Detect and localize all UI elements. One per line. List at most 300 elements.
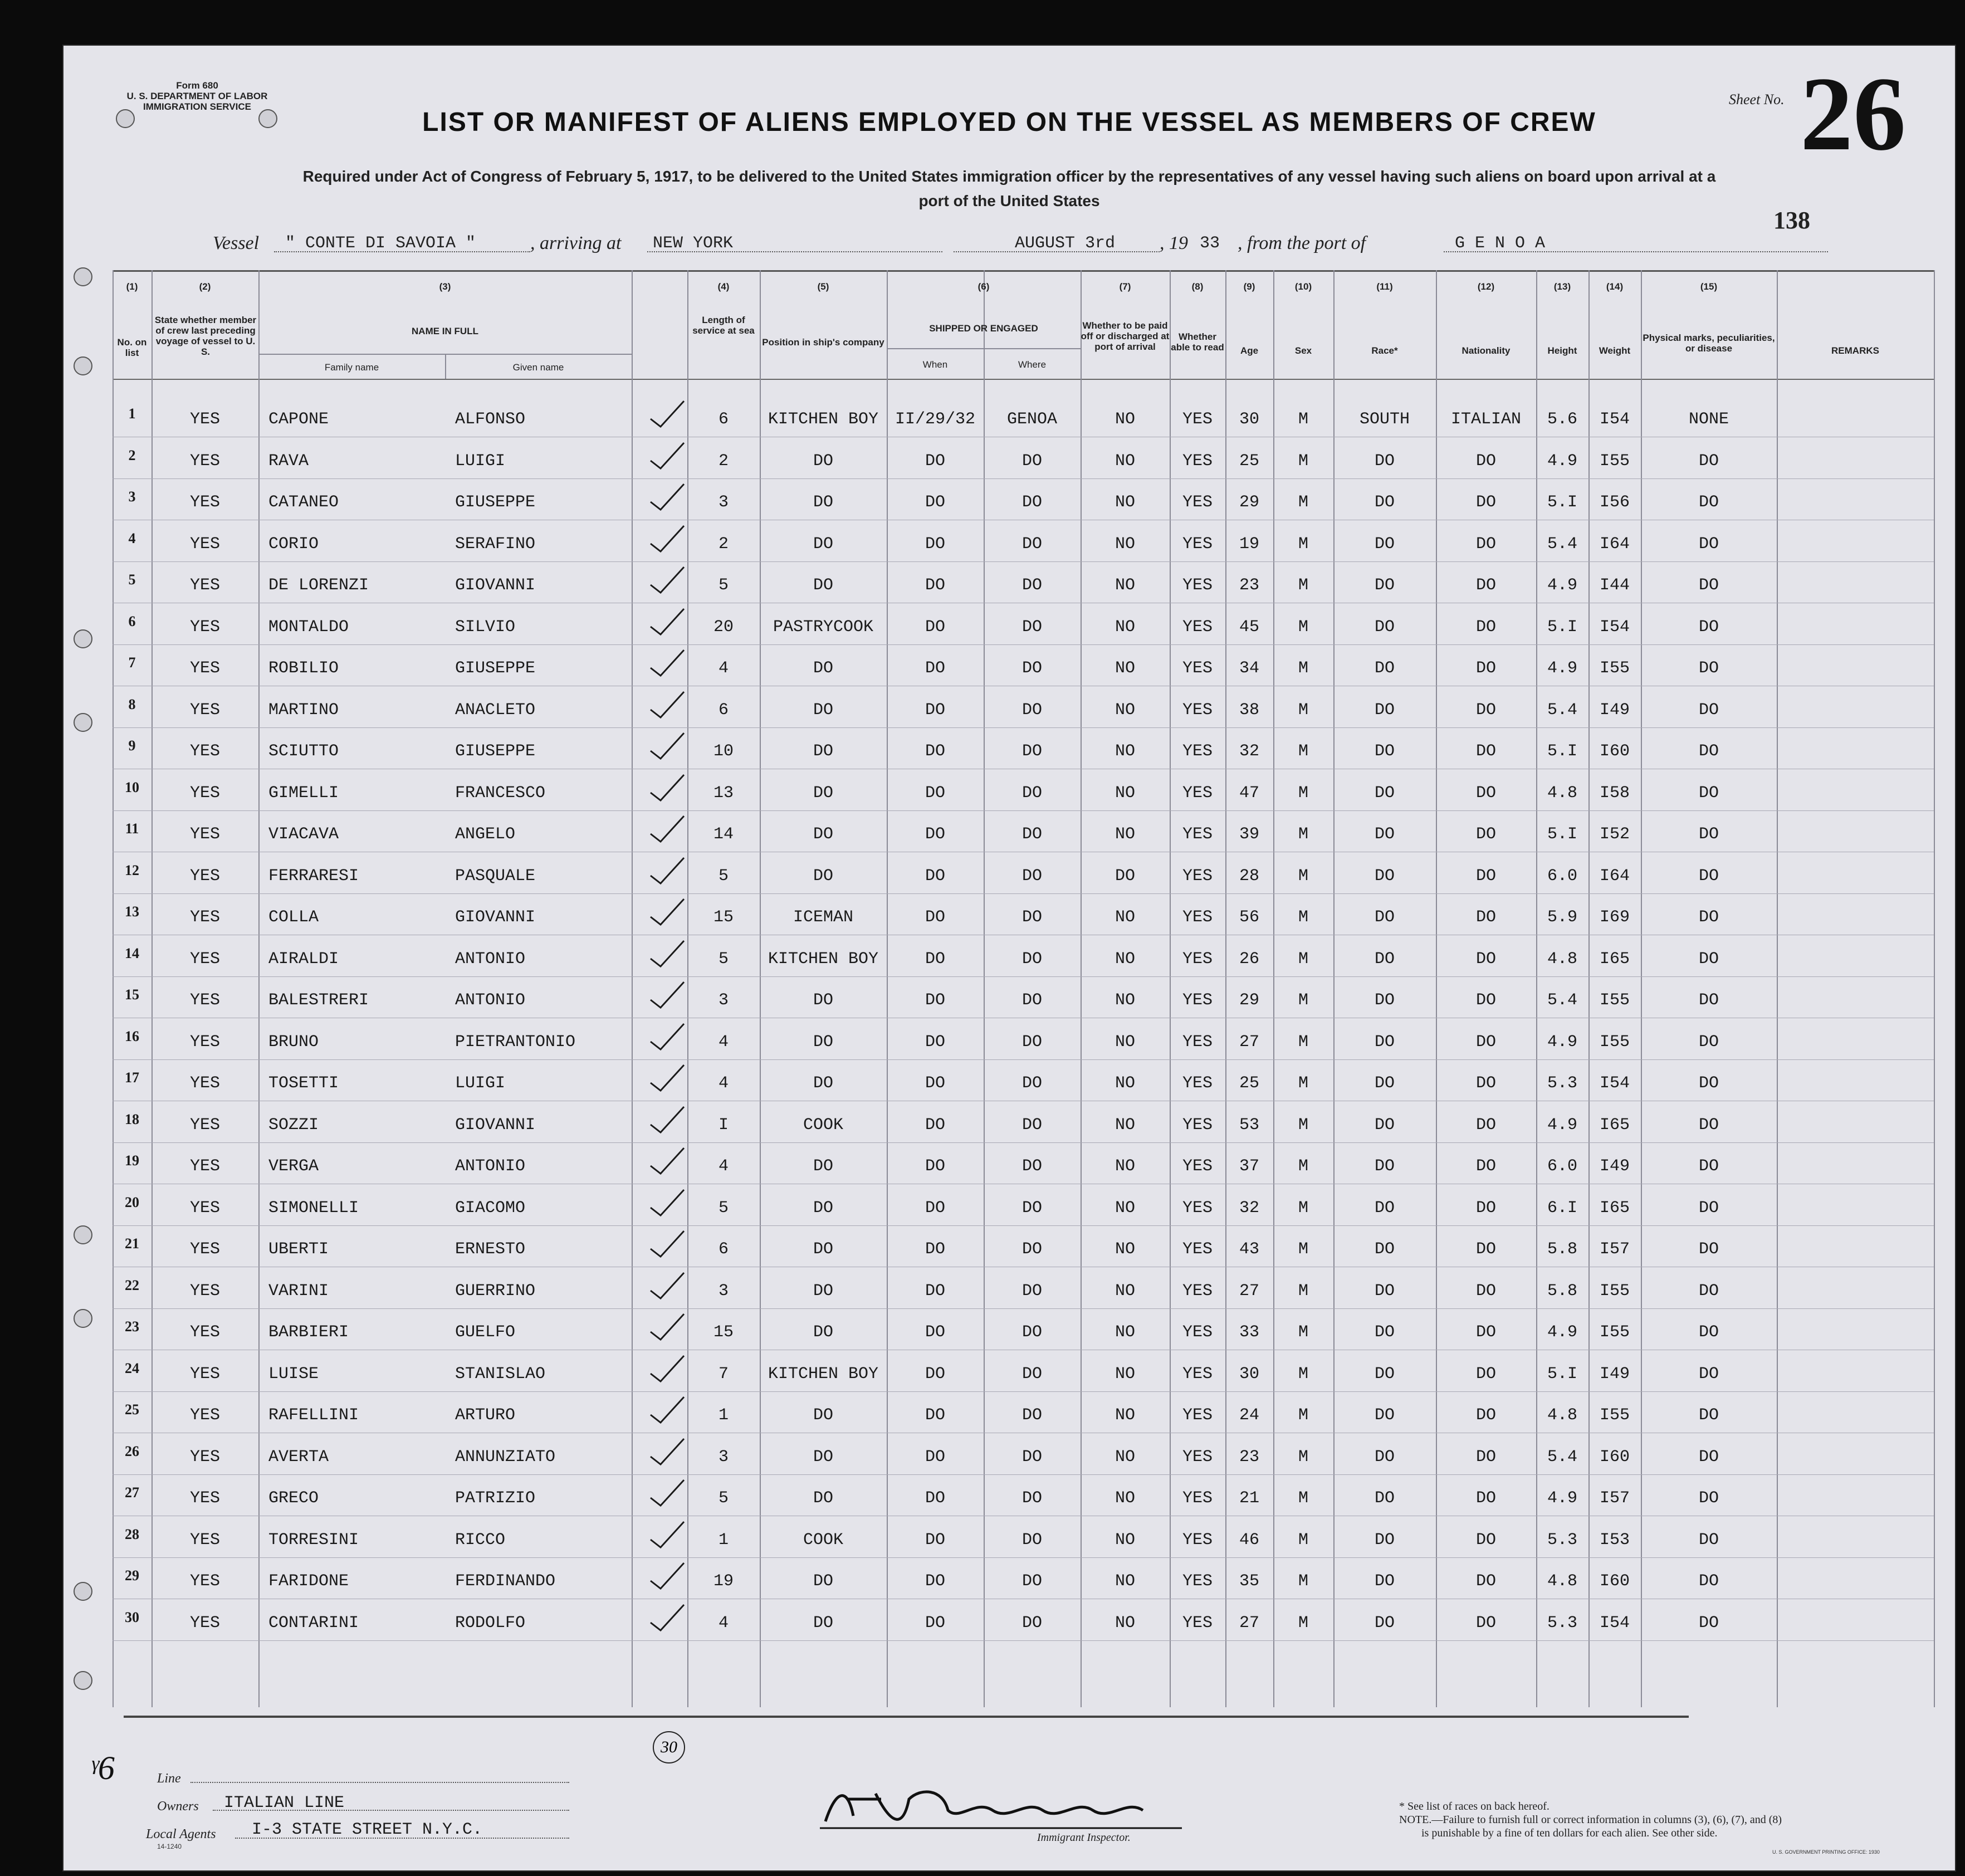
column-header-family-name: Family name [324, 362, 379, 373]
shipped-when-cell: DO [925, 991, 945, 1010]
length-of-service-cell: 20 [713, 617, 734, 637]
family-name-cell: SCIUTTO [268, 742, 339, 761]
shipped-when-cell: DO [925, 866, 945, 886]
weight-cell: I55 [1599, 1281, 1630, 1301]
column-number: (8) [1191, 281, 1204, 292]
shipped-where-cell: DO [1021, 1530, 1042, 1550]
weight-cell: I64 [1599, 534, 1630, 554]
race-cell: DO [1374, 1447, 1395, 1467]
position-cell: DO [813, 825, 833, 844]
physical-marks-cell: DO [1698, 1489, 1719, 1508]
count-circle [653, 1731, 685, 1763]
previous-voyage-cell: YES [189, 1613, 220, 1633]
race-cell: DO [1374, 493, 1395, 512]
able-to-read-cell: YES [1182, 908, 1213, 927]
height-cell: 6.0 [1547, 1157, 1577, 1176]
punch-hole [74, 1671, 92, 1690]
table-row [113, 810, 1934, 852]
height-cell: 5.I [1547, 493, 1577, 512]
able-to-read-cell: YES [1182, 1281, 1213, 1301]
age-cell: 21 [1239, 1489, 1259, 1508]
given-name-cell: ANTONIO [455, 991, 526, 1010]
height-cell: 5.I [1547, 1364, 1577, 1384]
height-cell: 5.I [1547, 742, 1577, 761]
shipped-when-cell: DO [925, 700, 945, 720]
shipped-where-cell: DO [1021, 659, 1042, 678]
row-number-cell: 19 [125, 1152, 139, 1169]
previous-voyage-cell: YES [189, 576, 220, 595]
race-cell: SOUTH [1359, 410, 1410, 429]
shipped-when-cell: DO [925, 825, 945, 844]
shipped-where-cell: DO [1021, 1157, 1042, 1176]
position-cell: DO [813, 451, 833, 471]
given-name-cell: ERNESTO [455, 1240, 526, 1259]
sex-cell: M [1298, 1406, 1308, 1425]
manifest-sheet [62, 45, 1956, 1872]
previous-voyage-cell: YES [189, 991, 220, 1010]
previous-voyage-cell: YES [189, 534, 220, 554]
handwritten-mark: ᵞ6 [90, 1750, 115, 1786]
sex-cell: M [1298, 410, 1308, 429]
given-name-cell: ANTONIO [455, 1157, 526, 1176]
physical-marks-cell: DO [1698, 1198, 1719, 1218]
shipped-where-cell: DO [1021, 534, 1042, 554]
column-header-previous-voyage: State whether member of crew last preceding voyage of vessel to U. S. [154, 315, 257, 357]
table-row [113, 478, 1934, 520]
nationality-cell: DO [1475, 1530, 1496, 1550]
owners-label: Owners [157, 1799, 199, 1814]
family-name-cell: VIACAVA [268, 825, 339, 844]
age-cell: 28 [1239, 866, 1259, 886]
punch-hole [74, 356, 92, 375]
given-name-cell: FERDINANDO [455, 1572, 556, 1591]
nationality-cell: DO [1475, 493, 1496, 512]
form-number: Form 680 [176, 80, 218, 91]
sex-cell: M [1298, 1572, 1308, 1591]
agents-label: Local Agents [146, 1827, 216, 1841]
subtitle-line: Required under Act of Congress of February 5, 1917, to be delivered to the United States immigration officer by the representatives of any vessel having such aliens on board upon arrival at a [302, 168, 1716, 185]
position-cell: DO [813, 1613, 833, 1633]
height-cell: 5.8 [1547, 1240, 1577, 1259]
row-number-cell: 25 [125, 1401, 139, 1418]
height-cell: 5.3 [1547, 1613, 1577, 1633]
paid-off-cell: NO [1115, 1074, 1135, 1093]
previous-voyage-cell: YES [189, 866, 220, 886]
race-cell: DO [1374, 617, 1395, 637]
previous-voyage-cell: YES [189, 1364, 220, 1384]
check-mark-icon [647, 1103, 686, 1137]
paid-off-cell: NO [1115, 659, 1135, 678]
paid-off-cell: NO [1115, 1489, 1135, 1508]
previous-voyage-cell: YES [189, 1323, 220, 1342]
physical-marks-cell: DO [1698, 1157, 1719, 1176]
column-header-able-to-read: Whether able to read [1171, 331, 1224, 353]
nationality-cell: DO [1475, 1198, 1496, 1218]
race-cell: DO [1374, 1074, 1395, 1093]
shipped-where-cell: DO [1021, 1240, 1042, 1259]
check-mark-icon [647, 1477, 686, 1510]
races-note: * See list of races on back hereof. [1399, 1800, 1549, 1813]
paid-off-cell: NO [1115, 742, 1135, 761]
physical-marks-cell: DO [1698, 1447, 1719, 1467]
nationality-cell: DO [1475, 908, 1496, 927]
physical-marks-cell: DO [1698, 908, 1719, 927]
given-name-cell: GIACOMO [455, 1198, 526, 1218]
shipped-where-cell: DO [1021, 1572, 1042, 1591]
height-cell: 4.8 [1547, 783, 1577, 803]
sex-cell: M [1298, 576, 1308, 595]
table-row [113, 686, 1934, 727]
previous-voyage-cell: YES [189, 1240, 220, 1259]
shipped-when-cell: DO [925, 1530, 945, 1550]
length-of-service-cell: 15 [713, 908, 734, 927]
weight-cell: I49 [1599, 1364, 1630, 1384]
position-cell: COOK [803, 1530, 843, 1550]
nationality-cell: DO [1475, 1115, 1496, 1135]
length-of-service-cell: 5 [718, 866, 729, 886]
able-to-read-cell: YES [1182, 1032, 1213, 1052]
previous-voyage-cell: YES [189, 949, 220, 969]
previous-voyage-cell: YES [189, 1281, 220, 1301]
family-name-cell: SIMONELLI [268, 1198, 359, 1218]
age-cell: 24 [1239, 1406, 1259, 1425]
race-cell: DO [1374, 783, 1395, 803]
check-mark-icon [647, 1020, 686, 1054]
able-to-read-cell: YES [1182, 1447, 1213, 1467]
shipped-when-cell: DO [925, 1240, 945, 1259]
length-of-service-cell: 3 [718, 1281, 729, 1301]
printing-office: U. S. GOVERNMENT PRINTING OFFICE: 1930 [1772, 1849, 1880, 1855]
height-cell: 4.8 [1547, 1406, 1577, 1425]
check-mark-icon [647, 1518, 686, 1552]
given-name-cell: ANTONIO [455, 949, 526, 969]
paid-off-cell: NO [1115, 1323, 1135, 1342]
column-header-when: When [922, 359, 948, 370]
length-of-service-cell: 1 [718, 1406, 729, 1425]
shipped-when-cell: DO [925, 1323, 945, 1342]
weight-cell: I55 [1599, 1323, 1630, 1342]
page-stamp-number: 138 [1773, 207, 1810, 234]
vessel-name: " CONTE DI SAVOIA " [285, 234, 476, 253]
shipped-where-cell: DO [1021, 576, 1042, 595]
row-number-cell: 10 [125, 779, 139, 795]
position-cell: DO [813, 742, 833, 761]
previous-voyage-cell: YES [189, 451, 220, 471]
given-name-cell: ALFONSO [455, 410, 526, 429]
punch-hole [74, 1309, 92, 1328]
column-number: (4) [717, 281, 730, 292]
sheet-number: 26 [1800, 56, 1906, 173]
paid-off-cell: NO [1115, 991, 1135, 1010]
given-name-cell: RODOLFO [455, 1613, 526, 1633]
shipped-where-cell: DO [1021, 1613, 1042, 1633]
height-cell: 4.8 [1547, 1572, 1577, 1591]
able-to-read-cell: YES [1182, 451, 1213, 471]
shipped-where-cell: DO [1021, 1074, 1042, 1093]
shipped-when-cell: DO [925, 908, 945, 927]
sex-cell: M [1298, 1032, 1308, 1052]
previous-voyage-cell: YES [189, 617, 220, 637]
height-cell: 6.0 [1547, 866, 1577, 886]
age-cell: 30 [1239, 1364, 1259, 1384]
sex-cell: M [1298, 1323, 1308, 1342]
sex-cell: M [1298, 991, 1308, 1010]
column-header-physical-marks: Physical marks, peculiarities, or disease [1643, 333, 1775, 354]
row-number-cell: 4 [128, 530, 136, 546]
position-cell: DO [813, 1572, 833, 1591]
position-cell: DO [813, 1406, 833, 1425]
family-name-cell: CONTARINI [268, 1613, 359, 1633]
row-number-cell: 5 [128, 571, 136, 588]
shipped-when-cell: DO [925, 1115, 945, 1135]
age-cell: 38 [1239, 700, 1259, 720]
physical-marks-cell: DO [1698, 991, 1719, 1010]
weight-cell: I54 [1599, 617, 1630, 637]
shipped-when-cell: DO [925, 1447, 945, 1467]
column-number: (3) [439, 281, 451, 292]
owners-value: ITALIAN LINE [224, 1794, 345, 1813]
shipped-where-cell: DO [1021, 493, 1042, 512]
given-name-cell: PATRIZIO [455, 1489, 536, 1508]
shipped-when-cell: DO [925, 617, 945, 637]
given-name-cell: GIOVANNI [455, 908, 536, 927]
length-of-service-cell: 3 [718, 1447, 729, 1467]
previous-voyage-cell: YES [189, 1157, 220, 1176]
family-name-cell: BRUNO [268, 1032, 319, 1052]
position-cell: DO [813, 700, 833, 720]
nationality-cell: DO [1475, 576, 1496, 595]
race-cell: DO [1374, 1489, 1395, 1508]
shipped-where-cell: DO [1021, 700, 1042, 720]
physical-marks-cell: DO [1698, 1406, 1719, 1425]
family-name-cell: GRECO [268, 1489, 319, 1508]
shipped-when-cell: DO [925, 576, 945, 595]
previous-voyage-cell: YES [189, 1115, 220, 1135]
physical-marks-cell: DO [1698, 1613, 1719, 1633]
able-to-read-cell: YES [1182, 1530, 1213, 1550]
departure-port: G E N O A [1455, 234, 1546, 253]
form-service: IMMIGRATION SERVICE [143, 101, 251, 112]
previous-voyage-cell: YES [189, 1447, 220, 1467]
physical-marks-cell: DO [1698, 1074, 1719, 1093]
age-cell: 37 [1239, 1157, 1259, 1176]
able-to-read-cell: YES [1182, 866, 1213, 886]
able-to-read-cell: YES [1182, 1406, 1213, 1425]
family-name-cell: RAFELLINI [268, 1406, 359, 1425]
race-cell: DO [1374, 1572, 1395, 1591]
sheet-number-label: Sheet No. [1729, 91, 1785, 108]
punch-hole [74, 713, 92, 732]
age-cell: 39 [1239, 825, 1259, 844]
height-cell: 4.9 [1547, 1323, 1577, 1342]
shipped-where-cell: DO [1021, 783, 1042, 803]
weight-cell: I64 [1599, 866, 1630, 886]
physical-marks-cell: DO [1698, 1323, 1719, 1342]
given-name-cell: GIUSEPPE [455, 659, 536, 678]
position-cell: DO [813, 866, 833, 886]
paid-off-cell: NO [1115, 825, 1135, 844]
weight-cell: I44 [1599, 576, 1630, 595]
able-to-read-cell: YES [1182, 742, 1213, 761]
weight-cell: I65 [1599, 1198, 1630, 1218]
previous-voyage-cell: YES [189, 1032, 220, 1052]
family-name-cell: RAVA [268, 451, 309, 471]
shipped-where-cell: DO [1021, 908, 1042, 927]
nationality-cell: DO [1475, 866, 1496, 886]
given-name-cell: GIOVANNI [455, 576, 536, 595]
race-cell: DO [1374, 1364, 1395, 1384]
given-name-cell: GIUSEPPE [455, 742, 536, 761]
race-cell: DO [1374, 1032, 1395, 1052]
table-row [113, 1474, 1934, 1516]
column-header-age: Age [1240, 345, 1259, 356]
arrival-port: NEW YORK [653, 234, 734, 253]
height-cell: 4.9 [1547, 1489, 1577, 1508]
row-number-cell: 27 [125, 1484, 139, 1501]
length-of-service-cell: 14 [713, 825, 734, 844]
check-mark-icon [647, 1352, 686, 1386]
nationality-cell: DO [1475, 1406, 1496, 1425]
crew-table [113, 270, 1934, 1707]
sex-cell: M [1298, 783, 1308, 803]
shipped-when-cell: DO [925, 1364, 945, 1384]
age-cell: 19 [1239, 534, 1259, 554]
table-row [113, 1142, 1934, 1184]
shipped-where-cell: DO [1021, 991, 1042, 1010]
shipped-when-cell: DO [925, 1489, 945, 1508]
sex-cell: M [1298, 1281, 1308, 1301]
weight-cell: I60 [1599, 1447, 1630, 1467]
able-to-read-cell: YES [1182, 410, 1213, 429]
shipped-where-cell: DO [1021, 1281, 1042, 1301]
position-cell: KITCHEN BOY [768, 949, 879, 969]
previous-voyage-cell: YES [189, 742, 220, 761]
table-row [113, 644, 1934, 686]
arrival-date: AUGUST 3rd [1015, 234, 1116, 253]
shipped-when-cell: DO [925, 451, 945, 471]
nationality-cell: DO [1475, 1032, 1496, 1052]
height-cell: 5.4 [1547, 700, 1577, 720]
family-name-cell: DE LORENZI [268, 576, 369, 595]
age-cell: 47 [1239, 783, 1259, 803]
weight-cell: I53 [1599, 1530, 1630, 1550]
able-to-read-cell: YES [1182, 617, 1213, 637]
height-cell: 6.I [1547, 1198, 1577, 1218]
weight-cell: I60 [1599, 1572, 1630, 1591]
sex-cell: M [1298, 1447, 1308, 1467]
table-row [113, 603, 1934, 644]
weight-cell: I65 [1599, 949, 1630, 969]
check-mark-icon [647, 1560, 686, 1593]
table-row [113, 727, 1934, 769]
length-of-service-cell: 6 [718, 1240, 729, 1259]
punch-hole [74, 1582, 92, 1601]
given-name-cell: RICCO [455, 1530, 506, 1550]
race-cell: DO [1374, 991, 1395, 1010]
age-cell: 53 [1239, 1115, 1259, 1135]
height-cell: 5.I [1547, 825, 1577, 844]
shipped-when-cell: DO [925, 534, 945, 554]
shipped-when-cell: DO [925, 1074, 945, 1093]
shipped-when-cell: DO [925, 659, 945, 678]
row-number-cell: 3 [128, 488, 136, 505]
paid-off-cell: NO [1115, 1530, 1135, 1550]
punch-hole [74, 629, 92, 648]
paid-off-cell: NO [1115, 576, 1135, 595]
age-cell: 25 [1239, 1074, 1259, 1093]
length-of-service-cell: 4 [718, 659, 729, 678]
shipped-where-cell: DO [1021, 1323, 1042, 1342]
nationality-cell: ITALIAN [1450, 410, 1522, 429]
sex-cell: M [1298, 1489, 1308, 1508]
previous-voyage-cell: YES [189, 1530, 220, 1550]
able-to-read-cell: YES [1182, 1323, 1213, 1342]
length-of-service-cell: 3 [718, 991, 729, 1010]
sex-cell: M [1298, 866, 1308, 886]
column-header-paid-off: Whether to be paid off or discharged at port of arrival [1081, 320, 1170, 352]
form-department: U. S. DEPARTMENT OF LABOR [126, 91, 268, 101]
weight-cell: I49 [1599, 700, 1630, 720]
shipped-where-cell: DO [1021, 1198, 1042, 1218]
table-row [113, 1391, 1934, 1433]
given-name-cell: FRANCESCO [455, 783, 546, 803]
previous-voyage-cell: YES [189, 410, 220, 429]
race-cell: DO [1374, 949, 1395, 969]
sex-cell: M [1298, 617, 1308, 637]
family-name-cell: TORRESINI [268, 1530, 359, 1550]
position-cell: DO [813, 1074, 833, 1093]
paid-off-cell: NO [1115, 949, 1135, 969]
height-cell: 5.3 [1547, 1530, 1577, 1550]
race-cell: DO [1374, 1530, 1395, 1550]
table-row [113, 1557, 1934, 1599]
able-to-read-cell: YES [1182, 991, 1213, 1010]
family-name-cell: CAPONE [268, 410, 329, 429]
able-to-read-cell: YES [1182, 783, 1213, 803]
table-row [113, 1225, 1934, 1267]
row-number-cell: 2 [128, 447, 136, 463]
position-cell: DO [813, 1240, 833, 1259]
sex-cell: M [1298, 534, 1308, 554]
length-of-service-cell: 4 [718, 1613, 729, 1633]
note-line: is punishable by a fine of ten dollars for each alien. See other side. [1421, 1827, 1718, 1839]
physical-marks-cell: DO [1698, 576, 1719, 595]
age-cell: 43 [1239, 1240, 1259, 1259]
agents-value: I-3 STATE STREET N.Y.C. [252, 1820, 483, 1839]
weight-cell: I54 [1599, 1613, 1630, 1633]
column-header-no: No. on list [117, 337, 147, 358]
column-header-name: NAME IN FULL [412, 326, 478, 336]
family-name-cell: BARBIERI [268, 1323, 349, 1342]
family-name-cell: COLLA [268, 908, 319, 927]
able-to-read-cell: YES [1182, 1364, 1213, 1384]
position-cell: DO [813, 493, 833, 512]
check-mark-icon [647, 522, 686, 556]
physical-marks-cell: NONE [1688, 410, 1729, 429]
family-name-cell: LUISE [268, 1364, 319, 1384]
paid-off-cell: NO [1115, 1032, 1135, 1052]
previous-voyage-cell: YES [189, 700, 220, 720]
position-cell: KITCHEN BOY [768, 410, 879, 429]
nationality-cell: DO [1475, 700, 1496, 720]
physical-marks-cell: DO [1698, 1364, 1719, 1384]
arriving-label: , arriving at [530, 233, 622, 253]
race-cell: DO [1374, 1323, 1395, 1342]
paid-off-cell: NO [1115, 1157, 1135, 1176]
able-to-read-cell: YES [1182, 1572, 1213, 1591]
weight-cell: I57 [1599, 1240, 1630, 1259]
nationality-cell: DO [1475, 1447, 1496, 1467]
